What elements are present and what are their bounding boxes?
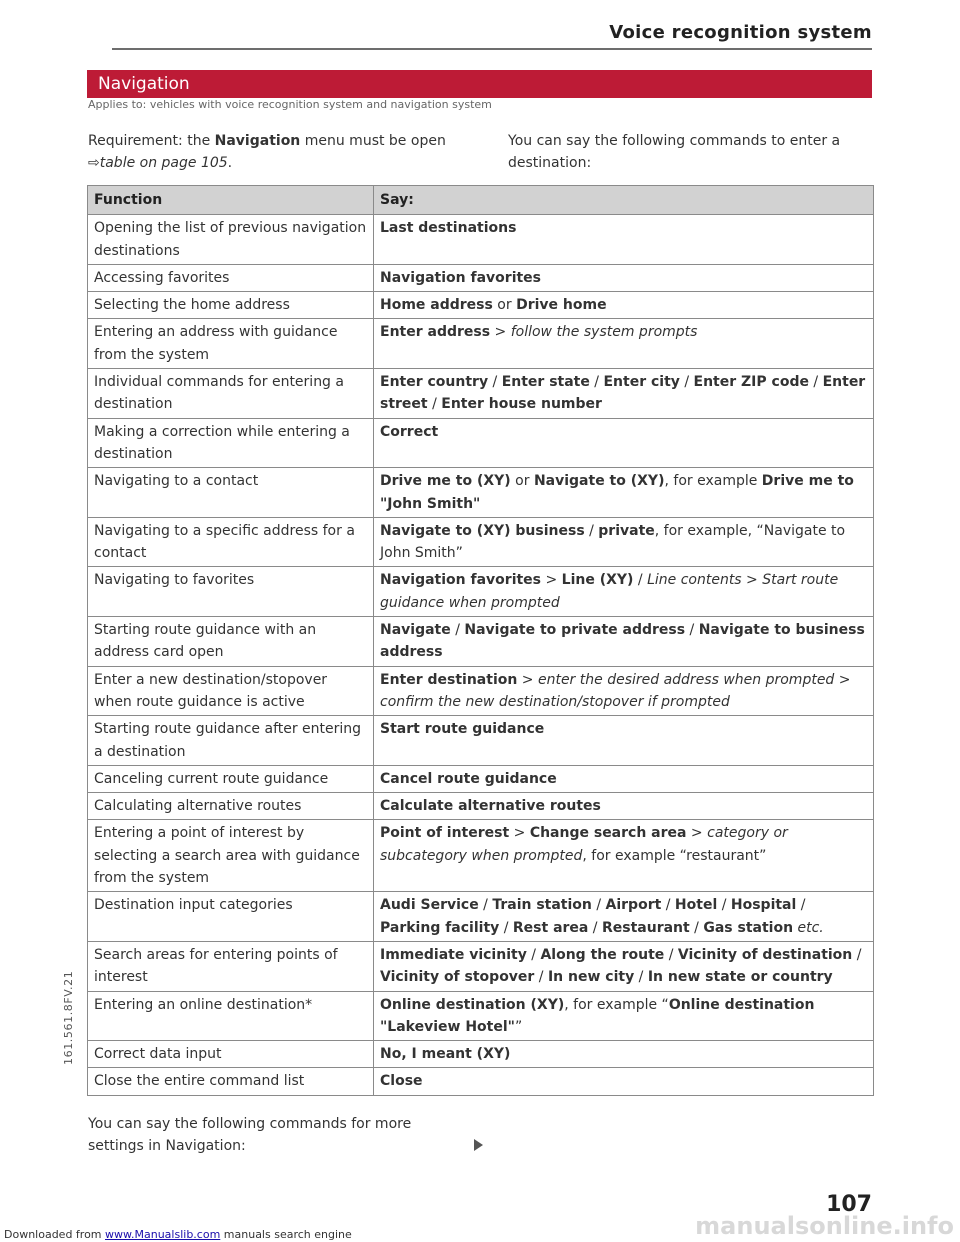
- table-row: [88, 941, 874, 991]
- function-cell: Entering an address with guidance from the system: [88, 319, 374, 369]
- command-phrase: Gas station: [703, 919, 794, 936]
- footer-prefix: Downloaded from: [4, 1228, 106, 1241]
- command-phrase: Navigate to business address: [380, 622, 865, 661]
- command-phrase: Navigate to private address: [464, 622, 686, 639]
- requirement-end: .: [227, 155, 233, 171]
- command-phrase: Enter street: [380, 374, 866, 413]
- say-cell: [374, 215, 874, 265]
- table-row: [88, 215, 874, 265]
- requirement-menu-name: Navigation: [214, 133, 301, 149]
- say-text: /: [689, 919, 704, 936]
- say-text: >: [517, 671, 538, 688]
- function-cell: Making a correction while entering a destination: [88, 418, 374, 468]
- function-cell: Destination input categories: [88, 892, 374, 942]
- page-number: 107: [826, 1192, 872, 1217]
- say-text: enter the desired address when prompted: [537, 671, 835, 688]
- say-cell: [374, 617, 874, 667]
- manualslib-link[interactable]: www.Manualslib.com: [105, 1228, 221, 1241]
- say-text: /: [478, 897, 493, 914]
- table-page-link[interactable]: table on page 105: [99, 155, 228, 171]
- say-cell: [374, 418, 874, 468]
- command-phrase: Navigate to (XY) business: [380, 522, 585, 539]
- command-phrase: Restaurant: [601, 919, 690, 936]
- command-phrase: Enter city: [603, 374, 680, 391]
- function-cell: Calculating alternative routes: [88, 793, 374, 820]
- function-cell: Correct data input: [88, 1041, 374, 1068]
- say-text: /: [634, 969, 648, 986]
- say-text: >: [741, 572, 763, 589]
- function-cell: Accessing favorites: [88, 264, 374, 291]
- header-rule: [112, 48, 872, 50]
- command-phrase: Audi Service: [380, 897, 479, 914]
- say-text: >: [541, 572, 562, 589]
- table-row: [88, 468, 874, 518]
- say-text: /: [499, 919, 513, 936]
- command-phrase: Line (XY): [561, 572, 634, 589]
- say-cell: [374, 793, 874, 820]
- command-phrase: Drive me to "John Smith": [380, 473, 854, 512]
- say-text: /: [796, 897, 806, 914]
- say-text: /: [584, 522, 599, 539]
- say-text: /: [588, 919, 602, 936]
- say-cell: [374, 666, 874, 716]
- command-phrase: Enter house number: [441, 396, 602, 413]
- say-text: Start route guidance when prompted: [380, 572, 839, 611]
- say-text: >: [686, 825, 708, 842]
- document-code: 161.561.8FV.21: [62, 970, 75, 1065]
- command-phrase: Enter country: [380, 374, 489, 391]
- function-cell: Opening the list of previous navigation destinations: [88, 215, 374, 265]
- command-phrase: Change search area: [529, 825, 687, 842]
- say-text: follow the system prompts: [510, 324, 698, 341]
- footer-suffix: manuals search engine: [220, 1228, 352, 1241]
- function-cell: Enter a new destination/stopover when route guidance is active: [88, 666, 374, 716]
- download-footer: [4, 1228, 352, 1241]
- function-cell: Starting route guidance with an address card open: [88, 617, 374, 667]
- function-cell: Starting route guidance after entering a destination: [88, 716, 374, 766]
- say-text: , for example: [664, 473, 762, 490]
- command-phrase: Airport: [605, 897, 662, 914]
- command-phrase: Last destinations: [380, 220, 517, 237]
- table-row: [88, 793, 874, 820]
- function-column-header: Function: [88, 186, 374, 215]
- cross-reference-arrow-icon: ⇨: [88, 155, 100, 171]
- table-row: [88, 369, 874, 419]
- function-cell: Navigating to a specific address for a contact: [88, 517, 374, 567]
- table-row: [88, 517, 874, 567]
- say-cell: [374, 567, 874, 617]
- say-cell: [374, 941, 874, 991]
- table-row: [88, 820, 874, 892]
- function-cell: Navigating to a contact: [88, 468, 374, 518]
- requirement-text: [88, 130, 448, 174]
- requirement-prefix: Requirement: the: [88, 133, 215, 149]
- command-phrase: Train station: [492, 897, 592, 914]
- watermark: manualsonline.info: [695, 1212, 954, 1240]
- command-phrase: Along the route: [540, 946, 665, 963]
- function-cell: Canceling current route guidance: [88, 765, 374, 792]
- say-text: /: [717, 897, 731, 914]
- function-cell: Selecting the home address: [88, 292, 374, 319]
- say-column-header: Say:: [374, 186, 874, 215]
- say-cell: [374, 765, 874, 792]
- say-text: /: [591, 897, 606, 914]
- say-cell: [374, 991, 874, 1041]
- table-body: [88, 215, 874, 1095]
- command-phrase: Correct: [380, 423, 439, 440]
- more-settings-text: You can say the following commands for more settings in Navigation:: [88, 1116, 412, 1154]
- command-phrase: In new state or country: [647, 969, 833, 986]
- say-cell: [374, 820, 874, 892]
- say-text: >: [834, 671, 851, 688]
- say-text: /: [427, 396, 442, 413]
- command-phrase: Navigation favorites: [380, 269, 542, 286]
- say-text: ”: [514, 1018, 523, 1035]
- function-cell: Entering an online destination*: [88, 991, 374, 1041]
- continue-arrow-icon: [474, 1139, 483, 1151]
- say-text: , for example, “Navigate to John Smith”: [380, 522, 846, 562]
- say-text: /: [661, 897, 675, 914]
- command-phrase: Calculate alternative routes: [380, 798, 601, 815]
- table-row: [88, 264, 874, 291]
- function-cell: Entering a point of interest by selecting a search area with guidance from the system: [88, 820, 374, 892]
- function-cell: Close the entire command list: [88, 1068, 374, 1095]
- table-row: [88, 1068, 874, 1095]
- say-text: , for example “: [564, 996, 669, 1013]
- command-phrase: Close: [380, 1073, 423, 1090]
- command-phrase: Navigation favorites: [380, 572, 542, 589]
- say-text: /: [526, 946, 541, 963]
- applies-to-note: Applies to: vehicles with voice recognition system and navigation system: [88, 98, 492, 111]
- running-header-title: Voice recognition system: [609, 22, 872, 43]
- command-phrase: Enter destination: [380, 671, 518, 688]
- table-header-row: [88, 186, 874, 215]
- command-phrase: Rest area: [512, 919, 589, 936]
- say-text: >: [509, 825, 530, 842]
- command-phrase: In new city: [547, 969, 635, 986]
- say-cell: [374, 892, 874, 942]
- say-text: /: [450, 622, 465, 639]
- command-phrase: Navigate to (XY): [533, 473, 665, 490]
- table-row: [88, 765, 874, 792]
- table-row: [88, 418, 874, 468]
- command-phrase: No, I meant (XY): [380, 1046, 511, 1063]
- function-cell: Navigating to favorites: [88, 567, 374, 617]
- say-cell: [374, 1041, 874, 1068]
- command-phrase: Home address: [380, 297, 493, 314]
- function-cell: Individual commands for entering a destination: [88, 369, 374, 419]
- say-text: category or subcategory when prompted: [380, 825, 788, 864]
- say-text: or: [492, 297, 517, 314]
- say-cell: [374, 1068, 874, 1095]
- table-row: [88, 991, 874, 1041]
- say-text: , for example “restaurant”: [582, 847, 767, 864]
- say-text: /: [488, 374, 502, 391]
- voice-commands-table: [87, 185, 874, 1096]
- say-cell: [374, 716, 874, 766]
- say-text: or: [510, 473, 534, 490]
- command-phrase: private: [598, 522, 655, 539]
- say-text: /: [679, 374, 694, 391]
- say-text: >: [490, 324, 511, 341]
- say-text: /: [664, 946, 678, 963]
- commands-intro-text: You can say the following commands to enter a destination:: [508, 133, 841, 171]
- say-cell: [374, 468, 874, 518]
- command-phrase: Online destination "Lakeview Hotel": [380, 996, 815, 1035]
- say-text: /: [852, 946, 862, 963]
- command-phrase: Parking facility: [380, 919, 500, 936]
- table-row: [88, 716, 874, 766]
- command-phrase: Enter state: [501, 374, 590, 391]
- command-phrase: Vicinity of destination: [677, 946, 853, 963]
- table-row: [88, 666, 874, 716]
- say-text: /: [534, 969, 548, 986]
- say-text: confirm the new destination/stopover if prompted: [380, 693, 730, 710]
- function-cell: Search areas for entering points of interest: [88, 941, 374, 991]
- say-text: /: [808, 374, 823, 391]
- command-phrase: Enter address: [380, 324, 491, 341]
- table-row: [88, 567, 874, 617]
- command-phrase: Hotel: [674, 897, 718, 914]
- say-cell: [374, 517, 874, 567]
- command-phrase: Cancel route guidance: [380, 770, 557, 787]
- command-phrase: Hospital: [730, 897, 797, 914]
- say-text: /: [589, 374, 604, 391]
- say-cell: [374, 292, 874, 319]
- command-phrase: Navigate: [380, 622, 451, 639]
- say-text: /: [685, 622, 699, 639]
- command-phrase: Vicinity of stopover: [380, 969, 535, 986]
- command-phrase: Enter ZIP code: [693, 374, 809, 391]
- table-row: [88, 892, 874, 942]
- table-row: [88, 319, 874, 369]
- say-cell: [374, 264, 874, 291]
- say-cell: [374, 369, 874, 419]
- command-phrase: Immediate vicinity: [380, 946, 527, 963]
- command-phrase: Point of interest: [380, 825, 510, 842]
- command-phrase: Start route guidance: [380, 721, 545, 738]
- command-phrase: Drive me to (XY): [380, 473, 511, 490]
- command-phrase: Online destination (XY): [380, 996, 565, 1013]
- table-row: [88, 1041, 874, 1068]
- requirement-middle: menu must be open: [300, 133, 446, 149]
- table-row: [88, 292, 874, 319]
- table-row: [88, 617, 874, 667]
- say-text: /: [633, 572, 648, 589]
- say-text: etc.: [797, 919, 824, 936]
- say-cell: [374, 319, 874, 369]
- say-text: Line contents: [647, 572, 742, 589]
- command-phrase: Drive home: [516, 297, 607, 314]
- section-title-bar: Navigation: [87, 70, 872, 98]
